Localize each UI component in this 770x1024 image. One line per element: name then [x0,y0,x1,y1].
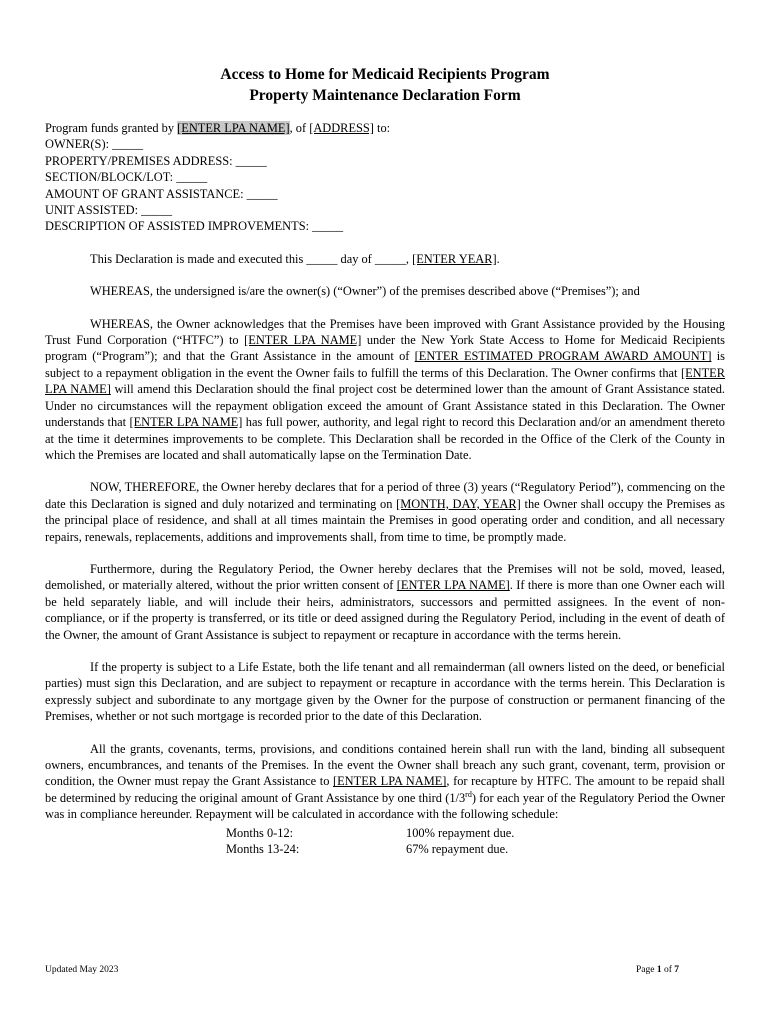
furthermore-paragraph [45,561,725,643]
lpa-name-field-6[interactable]: [ENTER LPA NAME] [332,774,447,789]
footer-updated: Updated May 2023 [45,965,119,975]
lpa-name-field-5[interactable]: [ENTER LPA NAME] [396,578,510,593]
declaration-end: . [496,251,500,266]
award-amount-field[interactable]: [ENTER ESTIMATED PROGRAM AWARD AMOUNT] [414,349,712,364]
form-title-line1: Access to Home for Medicaid Recipients Program [220,66,550,83]
lpa-name-field-3[interactable]: [ENTER LPA NAME] [45,365,725,397]
whereas-text-4: will amend this Declaration should the final project cost be determined lower than the amount of Grant Assistance stated. Under no circumstances will the repayment obligation exceed the amount of Grant Assistance stated in this Declaration. The Owner understands that [45,382,726,430]
footer-page-number [636,965,679,975]
declaration-paragraph [45,251,725,267]
form-title-line2: Property Maintenance Declaration Form [249,87,521,104]
unit-assisted-line: UNIT ASSISTED: _____ [45,203,173,218]
whereas-grant-paragraph [45,316,725,464]
grant-line [45,120,725,136]
whereas-text-3: is subject to a repayment obligation in the event the Owner fails to fulfill the terms of this Declaration. The Owner confirms that [45,349,725,380]
schedule-months-2: Months 13-24: [226,842,300,857]
life-estate-paragraph: If the property is subject to a Life Estate, both the life tenant and all remainderman (all owners listed on the deed, or beneficial parties) must sign this Declaration, and are subject to repayment or recapture in accordance with the terms herein. This Declaration is expressly subject and subordinate to any mortgage given by the Owner for the purpose of construction or permanent financing of the Premises, whether or not such mortgage is recorded prior to the date of this Declaration. [45,659,725,724]
grant-prefix: Program funds granted by [45,121,178,135]
year-field[interactable]: [ENTER YEAR] [412,251,497,266]
lpa-name-field-2[interactable]: [ENTER LPA NAME] [244,333,362,348]
schedule-months-1: Months 0-12: [226,825,294,840]
grants-text-1: All the grants, covenants, terms, provisions, and conditions contained herein shall run with the land, binding all subsequent owners, encumbrances, and tenants of the Premises. In the event the Owner shall breach any such grant, covenant, term, provision or condition, the Owner must repay the Grant Assistance to [45,741,725,789]
document-page [45,64,725,857]
address-field[interactable]: [ADDRESS] [309,121,374,135]
now-therefore-paragraph [45,479,725,545]
grants-text-3: ) for each year of the Regulatory Period the Owner was in compliance hereunder. Repayment will be calculated in accordance with the following schedule: [45,790,726,822]
furthermore-text-1: Furthermore, during the Regulatory Period, the Owner hereby declares that the Premises will not be sold, moved, leased, demolished, or materially altered, without the prior written consent of [45,561,725,593]
improvements-description-line: DESCRIPTION OF ASSISTED IMPROVEMENTS: _____ [45,219,344,234]
page-current: 1 [656,965,662,975]
property-address-line: PROPERTY/PREMISES ADDRESS: _____ [45,153,267,168]
grants-covenants-paragraph [45,741,725,823]
now-therefore-text-1: NOW, THEREFORE, the Owner hereby declares that for a period of three (3) years (“Regulatory Period”), commencing on the date this Declaration is signed and duly notarized and terminating on [45,480,725,511]
schedule-due-2: 67% repayment due. [406,842,509,857]
grant-amount-line: AMOUNT OF GRANT ASSISTANCE: _____ [45,186,278,201]
whereas-text-1: WHEREAS, the Owner acknowledges that the Premises have been improved with Grant Assistance provided by the Housing Trust Fund Corporation (“HTFC”) to [45,316,725,348]
whereas-owner-paragraph: WHEREAS, the undersigned is/are the owner(s) (“Owner”) of the premises described above (“Premises”); and [90,284,640,299]
lpa-name-field[interactable]: [ENTER LPA NAME] [177,121,290,135]
declaration-text: This Declaration is made and executed this _____ day of _____, [90,251,413,266]
page-word: Page [635,965,657,975]
whereas-text-5: has full power, authority, and legal right to record this Declaration and/or an amendment thereto at the time it determines improvements to be complete. This Declaration shall be recorded in the Office of the Clerk of the County in which the Premises are located and shall automatically lapse on the Termination Date. [45,415,725,462]
grants-text-2: , for recapture by HTFC. The amount to be repaid shall be determined by reducing the original amount of Grant Assistance by one third (1/3 [45,774,725,805]
lpa-name-field-4[interactable]: [ENTER LPA NAME] [129,415,243,430]
termination-date-field[interactable]: [MONTH, DAY, YEAR] [396,496,521,511]
schedule-due-1: 100% repayment due. [406,825,515,840]
grant-to: to: [373,121,391,135]
page-total: 7 [674,965,679,975]
ordinal-superscript: rd [465,789,472,799]
whereas-text-2: under the New York State Access to Home for Medicaid Recipients program (“Program”); and that the Grant Assistance in the amount of [45,333,725,364]
grant-of: , of [289,121,310,135]
owners-line: OWNER(S): _____ [45,137,144,152]
repayment-schedule [226,825,725,858]
page-of: of [661,965,675,975]
section-block-lot-line: SECTION/BLOCK/LOT: _____ [45,170,208,185]
furthermore-text-2: . If there is more than one Owner each will be held separately liable, and will include their heirs, administrators, successors and permitted assignees. In the event of non-compliance, or if the property is transferred, or its title or deed assigned during the Regulatory Period, including in the event of death of the Owner, the amount of Grant Assistance is subject to repayment or recapture in accordance with the terms herein. [45,578,726,642]
now-therefore-text-2: the Owner shall occupy the Premises as the principal place of residence, and shall at all times maintain the Premises in good operating order and condition, and all necessary repairs, renewals, replacements, additions and improvements shall, from time to time, be promptly made. [45,496,725,544]
